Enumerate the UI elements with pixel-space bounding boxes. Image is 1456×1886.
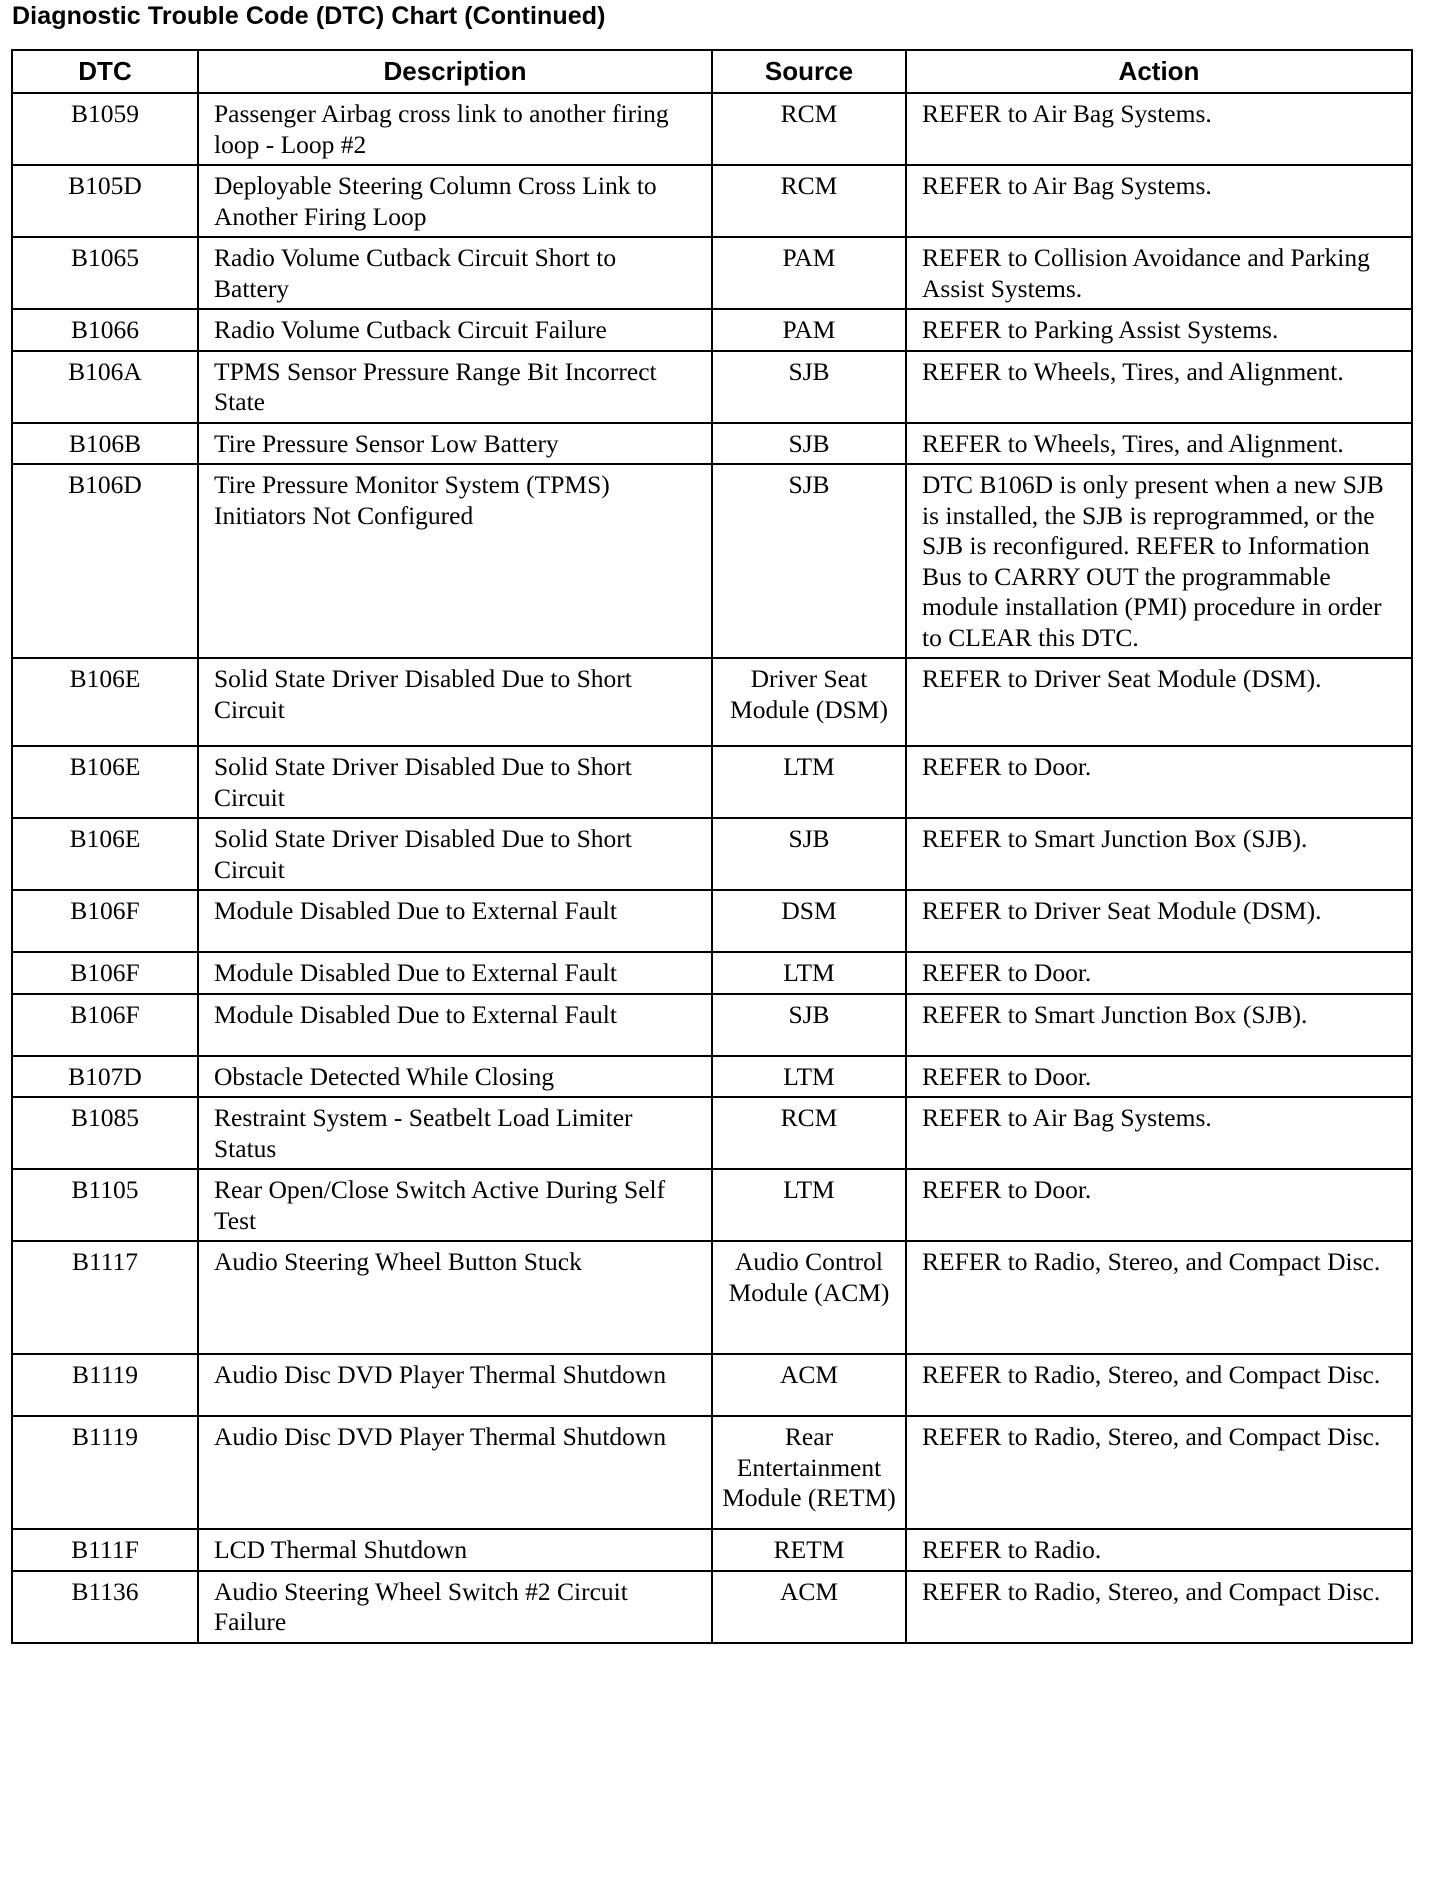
header-description: Description	[198, 50, 712, 93]
dtc-code-cell: B106E	[12, 818, 198, 890]
source-cell: ACM	[712, 1571, 906, 1643]
table-row	[12, 1097, 1412, 1169]
action-cell: REFER to Smart Junction Box (SJB).	[906, 818, 1412, 890]
table-row	[12, 658, 1412, 746]
dtc-code-cell: B1065	[12, 237, 198, 309]
source-cell: Rear Entertainment Module (RETM)	[712, 1416, 906, 1529]
action-cell: REFER to Door.	[906, 1056, 1412, 1098]
description-cell: Audio Steering Wheel Button Stuck	[198, 1241, 712, 1354]
action-cell: REFER to Radio, Stereo, and Compact Disc.	[906, 1354, 1412, 1416]
table-row	[12, 423, 1412, 465]
dtc-code-cell: B111F	[12, 1529, 198, 1571]
dtc-code-cell: B106D	[12, 464, 198, 658]
table-row	[12, 1169, 1412, 1241]
source-cell: LTM	[712, 1169, 906, 1241]
action-cell: DTC B106D is only present when a new SJB is installed, the SJB is reprogrammed, or the SJB is reconfigured. REFER to Information Bus to CARRY OUT the programmable module installation (PMI) procedure in order to CLEAR this DTC.	[906, 464, 1412, 658]
source-cell: LTM	[712, 952, 906, 994]
description-cell: Solid State Driver Disabled Due to Short Circuit	[198, 746, 712, 818]
dtc-code-cell: B1119	[12, 1354, 198, 1416]
description-cell: Passenger Airbag cross link to another firing loop - Loop #2	[198, 93, 712, 165]
header-source: Source	[712, 50, 906, 93]
table-header-row	[12, 50, 1412, 93]
description-cell: Module Disabled Due to External Fault	[198, 890, 712, 952]
dtc-code-cell: B1085	[12, 1097, 198, 1169]
table-row	[12, 165, 1412, 237]
dtc-code-cell: B106A	[12, 351, 198, 423]
source-cell: ACM	[712, 1354, 906, 1416]
source-cell: SJB	[712, 351, 906, 423]
dtc-code-cell: B106F	[12, 952, 198, 994]
dtc-code-cell: B106F	[12, 890, 198, 952]
table-row	[12, 994, 1412, 1056]
table-row	[12, 818, 1412, 890]
action-cell: REFER to Smart Junction Box (SJB).	[906, 994, 1412, 1056]
dtc-code-cell: B1059	[12, 93, 198, 165]
description-cell: Tire Pressure Monitor System (TPMS) Initiators Not Configured	[198, 464, 712, 658]
table-row	[12, 464, 1412, 658]
dtc-code-cell: B1136	[12, 1571, 198, 1643]
source-cell: Driver Seat Module (DSM)	[712, 658, 906, 746]
table-row	[12, 890, 1412, 952]
description-cell: Tire Pressure Sensor Low Battery	[198, 423, 712, 465]
action-cell: REFER to Air Bag Systems.	[906, 93, 1412, 165]
table-row	[12, 1354, 1412, 1416]
action-cell: REFER to Door.	[906, 1169, 1412, 1241]
table-row	[12, 1056, 1412, 1098]
table-row	[12, 1529, 1412, 1571]
action-cell: REFER to Radio, Stereo, and Compact Disc.	[906, 1571, 1412, 1643]
source-cell: SJB	[712, 464, 906, 658]
action-cell: REFER to Driver Seat Module (DSM).	[906, 658, 1412, 746]
action-cell: REFER to Parking Assist Systems.	[906, 309, 1412, 351]
description-cell: Restraint System - Seatbelt Load Limiter Status	[198, 1097, 712, 1169]
description-cell: Obstacle Detected While Closing	[198, 1056, 712, 1098]
table-body	[12, 93, 1412, 1643]
dtc-code-cell: B1066	[12, 309, 198, 351]
dtc-table	[11, 49, 1413, 1644]
action-cell: REFER to Wheels, Tires, and Alignment.	[906, 423, 1412, 465]
source-cell: LTM	[712, 746, 906, 818]
description-cell: TPMS Sensor Pressure Range Bit Incorrect State	[198, 351, 712, 423]
source-cell: RETM	[712, 1529, 906, 1571]
action-cell: REFER to Door.	[906, 746, 1412, 818]
header-action: Action	[906, 50, 1412, 93]
table-row	[12, 351, 1412, 423]
source-cell: RCM	[712, 165, 906, 237]
description-cell: Radio Volume Cutback Circuit Failure	[198, 309, 712, 351]
description-cell: Rear Open/Close Switch Active During Self Test	[198, 1169, 712, 1241]
action-cell: REFER to Air Bag Systems.	[906, 165, 1412, 237]
dtc-code-cell: B106E	[12, 746, 198, 818]
action-cell: REFER to Radio.	[906, 1529, 1412, 1571]
header-dtc: DTC	[12, 50, 198, 93]
table-row	[12, 1416, 1412, 1529]
description-cell: Solid State Driver Disabled Due to Short Circuit	[198, 818, 712, 890]
source-cell: PAM	[712, 237, 906, 309]
source-cell: LTM	[712, 1056, 906, 1098]
action-cell: REFER to Radio, Stereo, and Compact Disc.	[906, 1416, 1412, 1529]
source-cell: SJB	[712, 994, 906, 1056]
dtc-code-cell: B105D	[12, 165, 198, 237]
dtc-code-cell: B1119	[12, 1416, 198, 1529]
source-cell: SJB	[712, 423, 906, 465]
source-cell: Audio Control Module (ACM)	[712, 1241, 906, 1354]
table-row	[12, 309, 1412, 351]
table-row	[12, 93, 1412, 165]
action-cell: REFER to Door.	[906, 952, 1412, 994]
table-row	[12, 1571, 1412, 1643]
action-cell: REFER to Radio, Stereo, and Compact Disc.	[906, 1241, 1412, 1354]
action-cell: REFER to Air Bag Systems.	[906, 1097, 1412, 1169]
dtc-code-cell: B107D	[12, 1056, 198, 1098]
page-title: Diagnostic Trouble Code (DTC) Chart (Continued)	[12, 2, 606, 30]
source-cell: RCM	[712, 93, 906, 165]
source-cell: SJB	[712, 818, 906, 890]
description-cell: Audio Disc DVD Player Thermal Shutdown	[198, 1354, 712, 1416]
table-row	[12, 1241, 1412, 1354]
source-cell: PAM	[712, 309, 906, 351]
action-cell: REFER to Collision Avoidance and Parking Assist Systems.	[906, 237, 1412, 309]
table-row	[12, 746, 1412, 818]
action-cell: REFER to Wheels, Tires, and Alignment.	[906, 351, 1412, 423]
description-cell: Audio Steering Wheel Switch #2 Circuit Failure	[198, 1571, 712, 1643]
dtc-code-cell: B106F	[12, 994, 198, 1056]
description-cell: Module Disabled Due to External Fault	[198, 952, 712, 994]
description-cell: Deployable Steering Column Cross Link to Another Firing Loop	[198, 165, 712, 237]
table-row	[12, 952, 1412, 994]
dtc-code-cell: B1105	[12, 1169, 198, 1241]
description-cell: Audio Disc DVD Player Thermal Shutdown	[198, 1416, 712, 1529]
description-cell: Radio Volume Cutback Circuit Short to Battery	[198, 237, 712, 309]
table-row	[12, 237, 1412, 309]
dtc-code-cell: B106E	[12, 658, 198, 746]
source-cell: DSM	[712, 890, 906, 952]
description-cell: Solid State Driver Disabled Due to Short Circuit	[198, 658, 712, 746]
source-cell: RCM	[712, 1097, 906, 1169]
action-cell: REFER to Driver Seat Module (DSM).	[906, 890, 1412, 952]
description-cell: Module Disabled Due to External Fault	[198, 994, 712, 1056]
dtc-code-cell: B106B	[12, 423, 198, 465]
dtc-code-cell: B1117	[12, 1241, 198, 1354]
description-cell: LCD Thermal Shutdown	[198, 1529, 712, 1571]
